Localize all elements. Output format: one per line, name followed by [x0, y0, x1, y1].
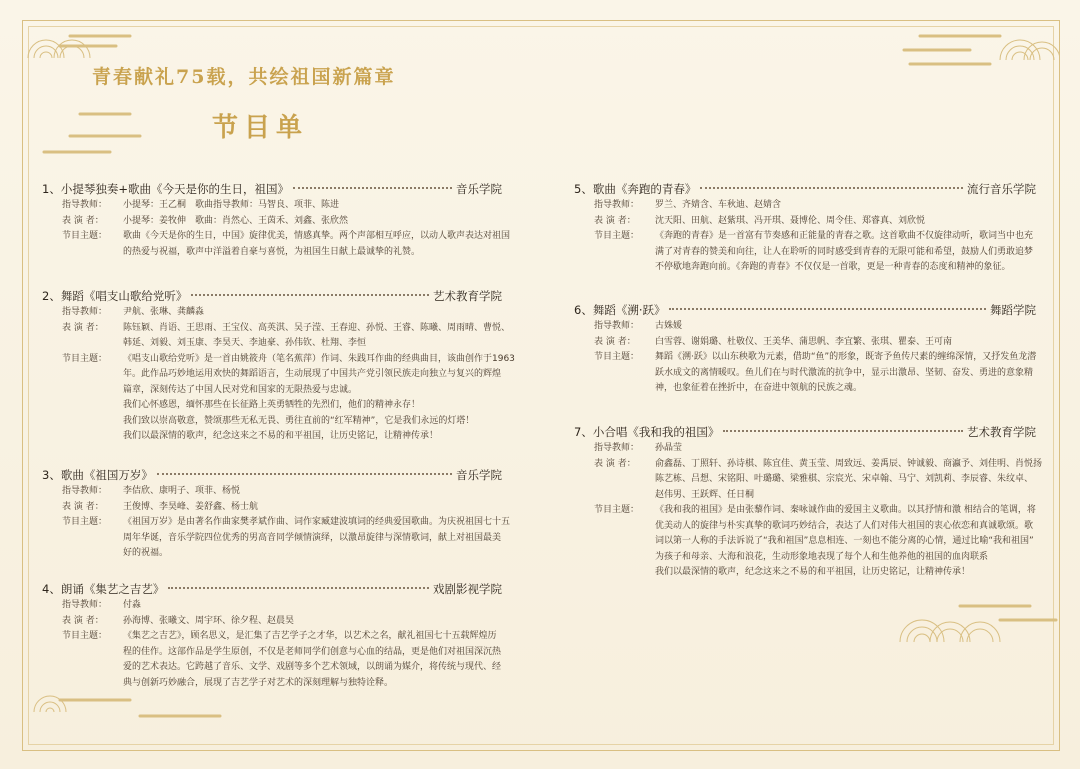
performers-line: 韩延、刘毅、刘玉康、李昊天、李迪豪、孙伟钦、杜翔、李恒 — [123, 338, 367, 348]
dot-leader — [191, 294, 429, 296]
mentor-label: 指导教师： — [594, 443, 640, 453]
dash-line-decoration-left — [40, 130, 150, 170]
theme-line: 《集艺之吉艺》，顾名思义，是汇集了吉艺学子之才华，以艺术之名，献礼祖国七十五载辉煌历 — [123, 631, 497, 641]
right-column — [574, 180, 1043, 581]
program-title: 歌曲《祖国万岁》 — [60, 468, 153, 482]
theme-line: 《祖国万岁》是由著名作曲家樊孝斌作曲、词作家臧建波填词的经典爱国歌曲。为庆祝祖国七十五 — [123, 517, 511, 527]
mentor-names: 罗兰、齐婧含、车秋迪、赵婧含 — [655, 200, 782, 210]
mentor-label: 指导教师： — [594, 321, 640, 331]
program-number: 4、 — [42, 582, 61, 596]
theme-line: 为孩子和母亲、大海和浪花，生动形象地表现了每个人和生他养他的祖国的血肉联系 — [655, 551, 989, 562]
program-item — [42, 580, 502, 691]
theme-line: 我们致以崇高敬意，赞颂那些无私无畏、勇往直前的“红军精神”，它是我们永远的灯塔！ — [123, 415, 475, 426]
performers-line: 王俊博、李昊峰、姜舒鑫、杨士航 — [123, 501, 259, 512]
program-item — [42, 287, 515, 466]
theme-line: 程的佳作。这部作品是学生原创，不仅是老师同学们创意与心血的结晶，更是他们对祖国深沉热 — [123, 646, 502, 657]
program-school: 舞蹈学院 — [990, 303, 1036, 317]
theme-line: 年。此作品巧妙地运用欢快的舞蹈语言，生动展现了中国共产党引领民族走向独立与复兴的辉煌 — [123, 369, 502, 379]
page-subtitle: 节目单 — [212, 113, 309, 143]
theme-line: 歌曲《今天是你的生日，中国》旋律优美，情感真挚。两个声部相互呼应，以动人歌声表达对祖国 — [123, 231, 511, 241]
mentor-names: 李佶欣、康明子、项菲、杨悦 — [123, 486, 241, 496]
cloud-swirl-decoration-bottom-right — [880, 596, 1060, 666]
performers-label: 表 演 者： — [594, 336, 636, 347]
mentor-names: 孙晶莹 — [655, 443, 683, 453]
page-title: 青春献礼75载，共绘祖国新篇章 — [92, 66, 396, 88]
performers-label: 表 演 者： — [594, 458, 636, 469]
dot-leader — [669, 308, 986, 310]
dot-leader — [700, 187, 963, 189]
theme-line: 我们以最深情的歌声，纪念这来之不易的和平祖国，让历史铭记，让精神传承！ — [123, 431, 439, 441]
theme-line: 《奔跑的青春》是一首富有节奏感和正能量的青春之歌。这首歌曲不仅旋律动听，歌词当中也充 — [655, 231, 1034, 241]
performers-line: 沈天阳、田航、赵紫琪、冯开琪、聂博伦、周令佳、郑睿真、刘欣悦 — [655, 215, 926, 226]
theme-line: 神，也象征着在挫折中，在奋进中领航的民族之魂。 — [655, 383, 863, 393]
mentor-names: 古姝媛 — [655, 321, 683, 331]
program-number: 3、 — [42, 468, 61, 482]
performers-label: 表 演 者： — [62, 615, 104, 626]
performers-line: 俞鑫磊、丁照轩、孙诗棋、陈宜佳、黄玉莹、周致远、姜禹辰、钟诚毅、商瀛予、刘佳明、肖悦扬 — [655, 458, 1043, 469]
program-school: 戏剧影视学院 — [433, 582, 502, 596]
program-item — [42, 466, 511, 580]
program-number: 2、 — [42, 289, 61, 303]
program-item — [42, 180, 511, 287]
performers-label: 表 演 者： — [594, 215, 636, 226]
performers-line: 小提琴：姜牧伸 歌曲：肖然心、王茵禾、刘鑫、张欣然 — [123, 215, 349, 226]
mentor-label: 指导教师： — [62, 600, 108, 610]
mentor-label: 指导教师： — [62, 486, 108, 496]
theme-line: 《我和我的祖国》是由张藜作词、秦咏诚作曲的爱国主义歌曲。以其抒情和激 相结合的笔调，将 — [655, 505, 1036, 515]
performers-line: 孙海博、张曦文、周宇环、徐夕程、赵晨昊 — [123, 615, 295, 626]
theme-line: 不停歇地奔跑向前。《奔跑的青春》不仅仅是一首歌，更是一种青春的态度和精神的象征。 — [655, 262, 1011, 272]
program-number: 5、 — [574, 182, 593, 196]
performers-line: 陈艺栋、吕想、宋铭阳、叶璐璐、梁雅棋、宗宸光、宋卓翰、马宁、刘凯莉、李辰睿、朱纹卓、 — [655, 474, 1034, 484]
theme-label: 节目主题： — [62, 631, 108, 641]
theme-label: 节目主题： — [62, 353, 108, 364]
program-number: 6、 — [574, 303, 593, 317]
theme-line: 篇章，深刻传达了中国人民对党和国家的无限热爱与忠诚。 — [123, 384, 358, 395]
performers-label: 表 演 者： — [62, 322, 104, 333]
performers-line: 赵伟男、王跃辉、任日桐 — [655, 489, 755, 500]
program-school: 音乐学院 — [456, 468, 502, 482]
theme-label: 节目主题： — [62, 517, 108, 527]
left-column — [42, 180, 515, 691]
performers-label: 表 演 者： — [62, 501, 104, 512]
theme-line: 我们以最深情的歌声，纪念这来之不易的和平祖国，让历史铭记，让精神传承！ — [655, 567, 971, 577]
program-item — [574, 301, 1036, 423]
program-number: 7、 — [574, 425, 593, 439]
program-school: 音乐学院 — [456, 182, 502, 196]
theme-line: 词以第一人称的手法诉说了“我和祖国”息息相连、一刻也不能分离的心情，通过比喻“我和祖国” — [655, 536, 1034, 546]
theme-line: 周年华诞，音乐学院四位优秀的男高音同学倾情演绎，以激昂旋律与深情歌词，献上对祖国最美 — [123, 532, 502, 543]
performers-line: 陈钰颖、肖语、王思雨、王宝仪、高英淇、吴子滢、王春迎、孙悦、王睿、陈曦、周雨晴、曹悦、 — [123, 322, 511, 333]
program-title: 歌曲《奔跑的青春》 — [592, 182, 697, 196]
program-title: 舞蹈《溯·跃》 — [592, 303, 666, 317]
mentor-label: 指导教师： — [62, 200, 108, 210]
theme-line: 满了对青春的赞美和向往，让人在聆听的同时感受到青春的无限可能和希望，鼓励人们勇敢追梦 — [655, 246, 1034, 257]
program-item — [574, 423, 1043, 581]
mentor-names: 小提琴：王乙桐 歌曲指导教师：马智良、项菲、陈进 — [123, 200, 340, 210]
program-title: 小提琴独奏+歌曲《今天是你的生日，祖国》 — [60, 182, 289, 196]
program-school: 流行音乐学院 — [967, 182, 1036, 196]
theme-line: 爱的艺术表达。它跨越了音乐、文学、戏剧等多个艺术领域，以朗诵为媒介，将传统与现代、经 — [123, 662, 502, 672]
theme-line: 我们心怀感恩，缅怀那些在长征路上英勇牺牲的先烈们，他们的精神永存！ — [123, 400, 421, 410]
theme-line: 好的祝福。 — [123, 548, 169, 558]
theme-line: 典与创新巧妙融合，展现了吉艺学子对艺术的深刻理解与独特诠释。 — [123, 677, 394, 688]
program-title: 小合唱《我和我的祖国》 — [592, 425, 720, 439]
mentor-names: 尹航、张琳、龚麟淼 — [123, 307, 205, 317]
dot-leader — [723, 430, 963, 432]
program-school: 艺术教育学院 — [433, 289, 502, 303]
performers-label: 表 演 者： — [62, 215, 104, 226]
theme-line: 的热爱与祝福，歌声中洋溢着自豪与喜悦，为祖国生日献上最诚挚的礼赞。 — [123, 246, 421, 257]
dot-leader — [293, 187, 452, 189]
theme-line: 跃水成文的离情暖叹。鱼儿们在与时代激流的抗争中，显示出激昂、坚韧、奋发、勇进的意象精 — [655, 367, 1034, 378]
dot-leader — [157, 473, 452, 475]
theme-line: 优美动人的旋律与朴实真挚的歌词巧妙结合，表达了人们对伟大祖国的衷心依恋和真诚歌颂。歌 — [655, 520, 1034, 531]
mentor-label: 指导教师： — [594, 200, 640, 210]
cloud-swirl-decoration-top-right — [900, 20, 1060, 90]
theme-label: 节目主题： — [594, 231, 640, 241]
theme-label: 节目主题： — [62, 231, 108, 241]
theme-line: 舞蹈《溯·跃》以山东秧歌为元素，借助“鱼”的形象，既寄予鱼传尺素的缠绵深情，又抒发鱼龙潜 — [655, 352, 1037, 362]
program-title: 舞蹈《唱支山歌给党听》 — [60, 289, 188, 303]
theme-label: 节目主题： — [594, 505, 640, 515]
program-title: 朗诵《集艺之吉艺》 — [60, 582, 165, 596]
dot-leader — [168, 587, 429, 589]
theme-label: 节目主题： — [594, 352, 640, 362]
mentor-label: 指导教师： — [62, 307, 108, 317]
theme-line: 《唱支山歌给党听》是一首由姚筱舟（笔名蕉萍）作词、朱践耳作曲的经典曲目，该曲创作于1963 — [123, 353, 515, 364]
program-number: 1、 — [42, 182, 61, 196]
program-school: 艺术教育学院 — [967, 425, 1036, 439]
performers-line: 白雪蓉、谢娟璐、杜敬仪、王美华、蒲思帆、李宜繁、张琪、瞿泰、王可南 — [655, 336, 953, 347]
program-item — [574, 180, 1036, 301]
mentor-names: 付淼 — [123, 600, 142, 610]
